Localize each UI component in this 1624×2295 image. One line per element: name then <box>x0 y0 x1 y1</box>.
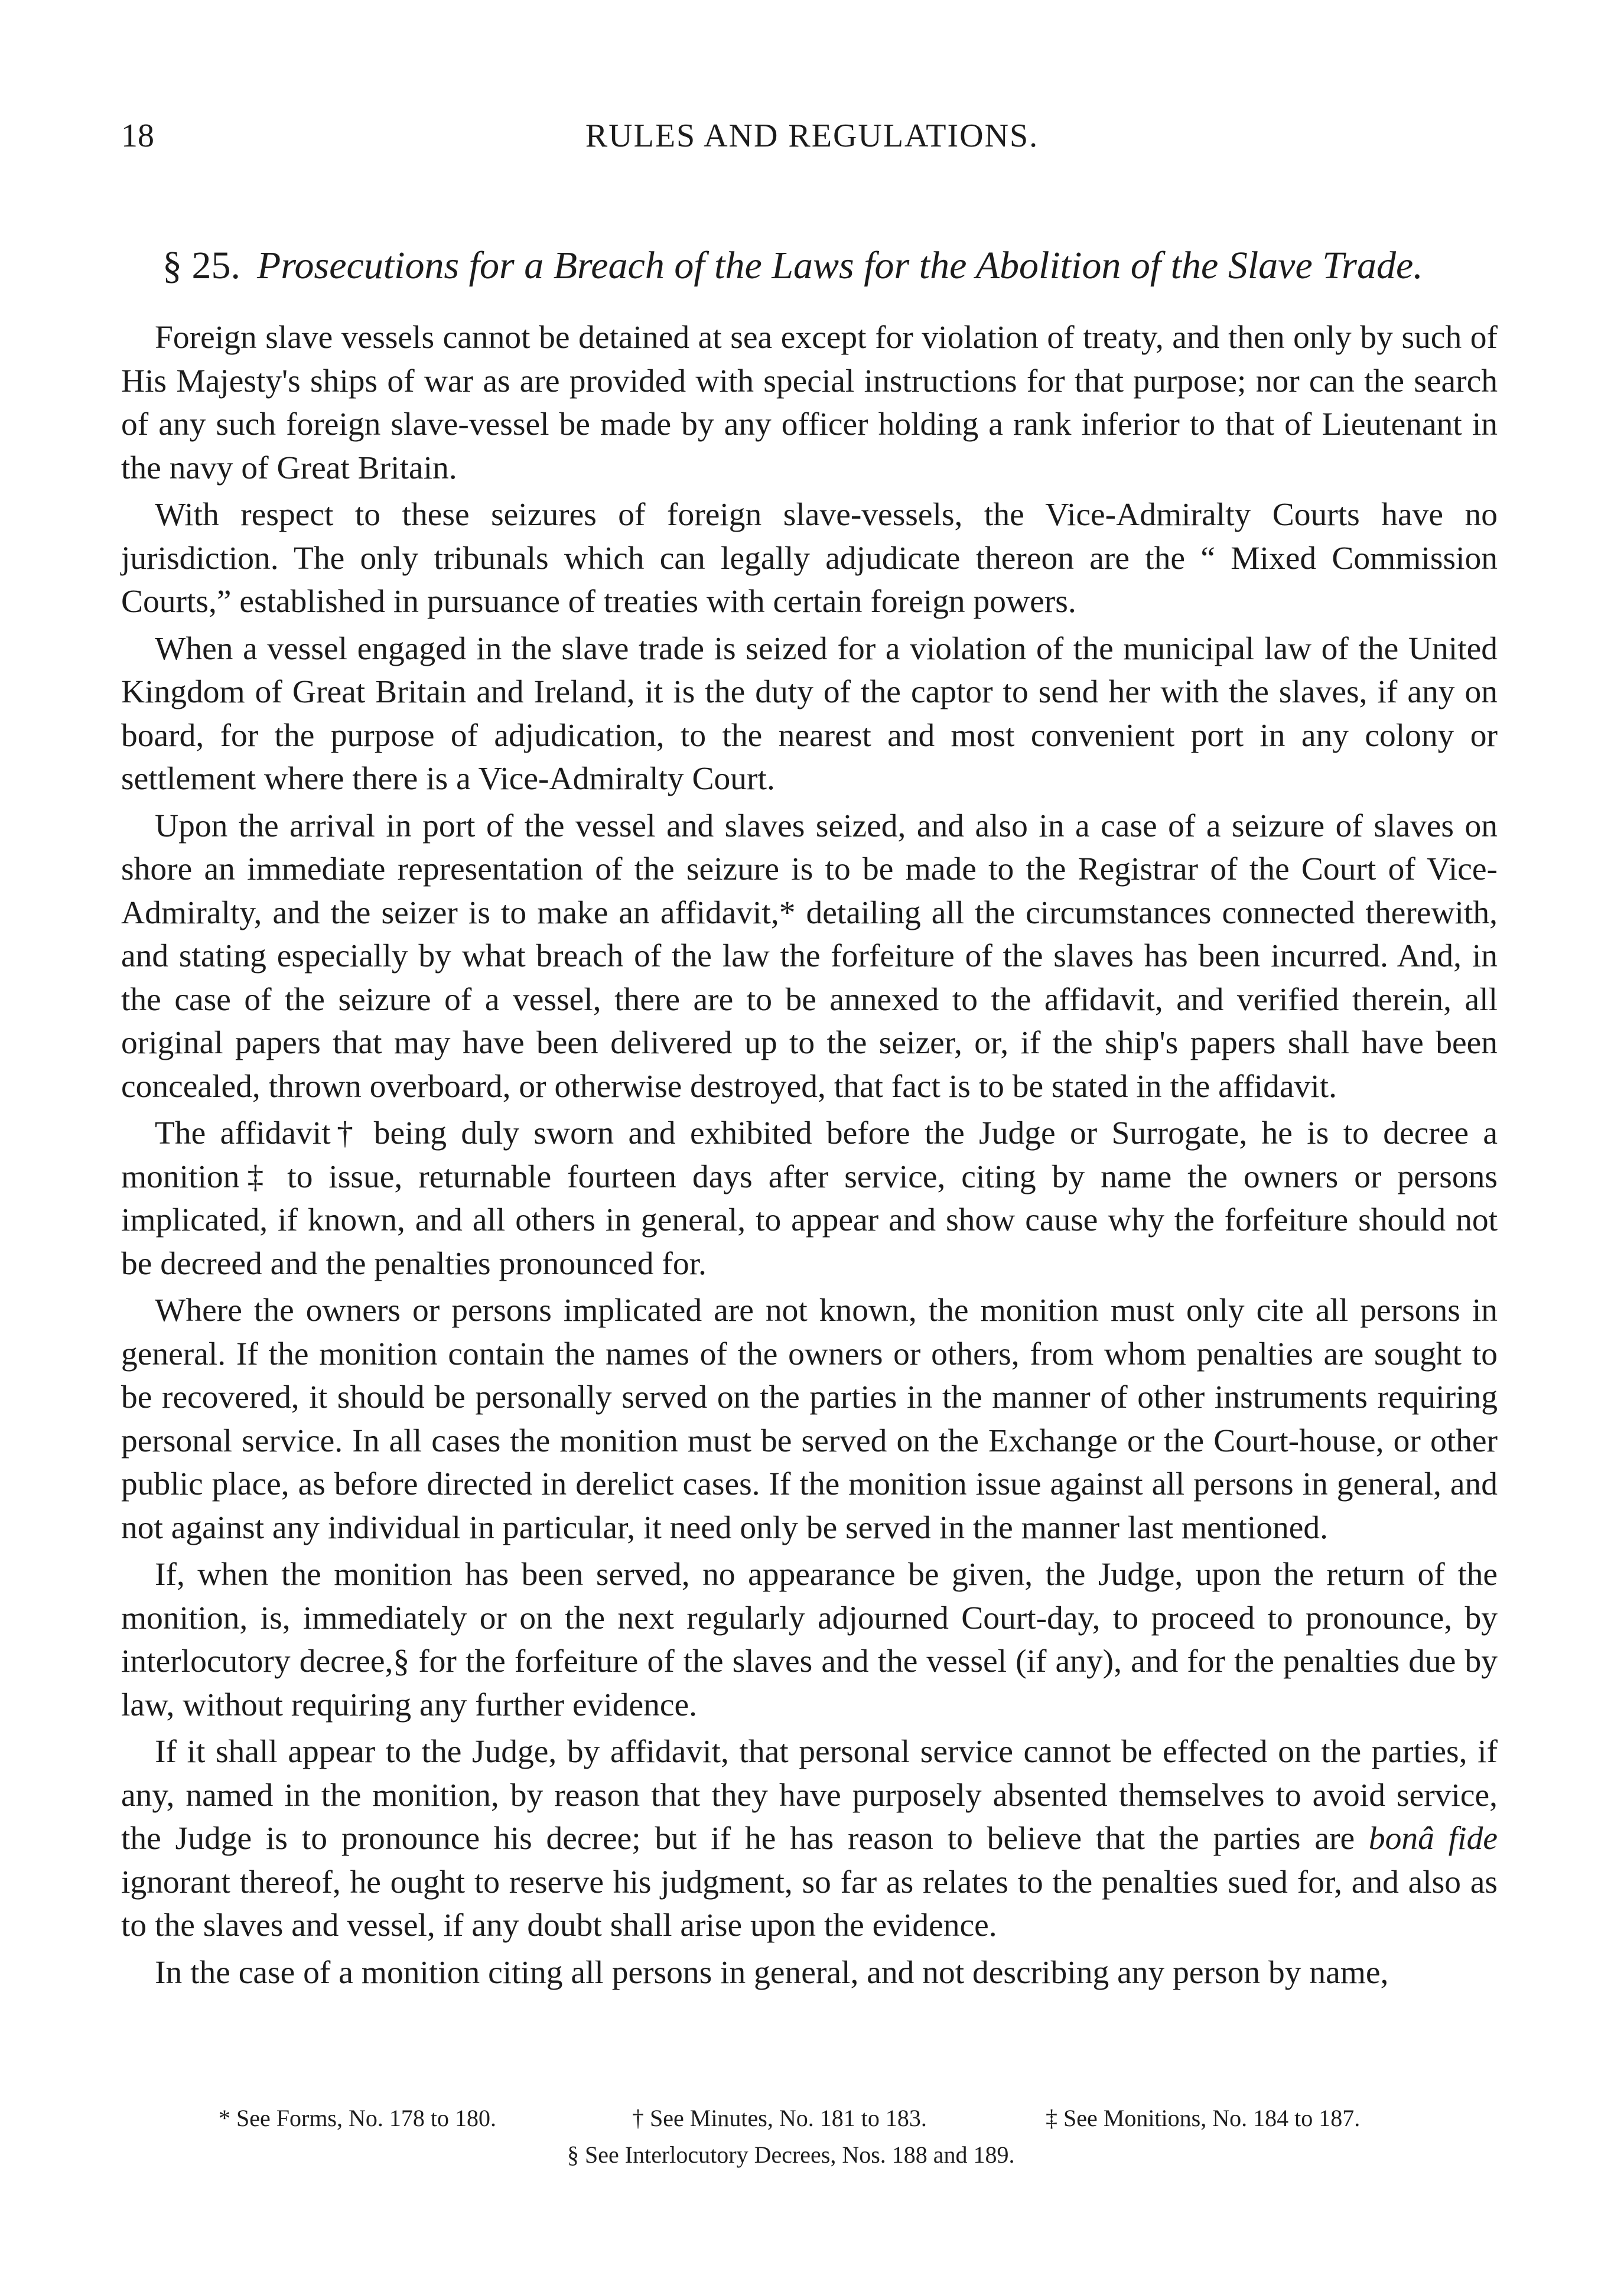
footnote-row <box>121 2137 1498 2173</box>
paragraph-text: If it shall appear to the Judge, by affidavit, that personal service cannot be effected on the parties, if any, named in the monition, by reason that they have purposely absented themselves to avoid service, the Judge is to pronounce his decree; but if he has reason to believe that the parties are <box>121 1734 1498 1857</box>
footnote: ‡ See Monitions, No. 184 to 187. <box>1046 2105 1361 2131</box>
latin-phrase: bonâ fide <box>1368 1821 1498 1857</box>
paragraph: Where the owners or persons implicated are not known, the monition must only cite all persons in general. If the monition contain the names of the owners or others, from whom penalties are sought to be recovered, it should be personally served on the parties in the manner of other instruments requiring personal service. In all cases the monition must be served on the Exchange or the Court-house, or other public place, as before directed in derelict cases. If the monition issue against all persons in general, and not against any individual in particular, it need only be served in the manner last mentioned. <box>121 1293 1498 1546</box>
paragraph: Upon the arrival in port of the vessel and slaves seized, and also in a case of a seizure of slaves on shore an immediate representation of the seizure is to be made to the Registrar of the Court of Vice-Admiralty, and the seizer is to make an affidavit,* detailing all the circumstances connected therewith, and stating especially by what breach of the law the forfeiture of the slaves has been incurred. And, in the case of the seizure of a vessel, there are to be annexed to the affidavit, and verified therein, all original papers that may have been delivered up to the seizer, or, if the ship's papers shall have been concealed, thrown overboard, or otherwise destroyed, that fact is to be stated in the affidavit. <box>121 808 1498 1105</box>
paragraph-text: ignorant thereof, he ought to reserve his judgment, so far as relates to the penalties sued for, and also as to the slaves and vessel, if any doubt shall arise upon the evidence. <box>121 1864 1498 1944</box>
running-head <box>121 112 1503 159</box>
paragraph: The affidavit† being duly sworn and exhibited before the Judge or Surrogate, he is to decree a monition‡ to issue, returnable fourteen days after service, citing by name the owners or persons implicated, if known, and all others in general, to appear and show cause why the forfeiture should not be decreed and the penalties pronounced for. <box>121 1115 1498 1282</box>
section-number: § 25. <box>162 244 240 287</box>
paragraph: If, when the monition has been served, no appearance be given, the Judge, upon the return of the monition, is, immediately or on the next regularly adjourned Court-day, to proceed to pronounce, by interlocutory decree,§ for the forfeiture of the slaves and the vessel (if any), and for the penalties due by law, without requiring any further evidence. <box>121 1557 1498 1723</box>
paragraph: With respect to these seizures of foreign slave-vessels, the Vice-Admiralty Courts have no jurisdiction. The only tribunals which can legally adjudicate thereon are the “ Mixed Commission Courts,” established in pursuance of treaties with certain foreign powers. <box>121 497 1498 620</box>
paragraph: Foreign slave vessels cannot be detained at sea except for violation of treaty, and then only by such of His Majesty's ships of war as are provided with special instructions for that purpose; nor can the search of any such foreign slave-vessel be made by any officer holding a rank inferior to that of Lieutenant in the navy of Great Britain. <box>121 320 1498 486</box>
paragraph: In the case of a monition citing all persons in general, and not describing any person by name, <box>155 1954 1389 1991</box>
footnotes <box>121 2100 1498 2173</box>
footnote: * See Forms, No. 178 to 180. <box>219 2105 496 2131</box>
paragraph <box>121 1730 1498 1948</box>
section-heading <box>162 239 1518 292</box>
body-text <box>121 316 1498 1994</box>
page-number: 18 <box>121 118 154 154</box>
footnote-row <box>121 2100 1498 2137</box>
paragraph: When a vessel engaged in the slave trade is seized for a violation of the municipal law of the United Kingdom of Great Britain and Ireland, it is the duty of the captor to send her with the slaves, if any on board, for the purpose of adjudication, to the nearest and most convenient port in any colony or settlement where there is a Vice-Admiralty Court. <box>121 630 1498 797</box>
footnote: § See Interlocutory Decrees, Nos. 188 and 189. <box>567 2141 1015 2168</box>
footnote: † See Minutes, No. 181 to 183. <box>632 2105 927 2131</box>
running-title: RULES AND REGULATIONS. <box>585 118 1039 154</box>
section-title: Prosecutions for a Breach of the Laws for the Abolition of the Slave Trade. <box>257 244 1423 287</box>
